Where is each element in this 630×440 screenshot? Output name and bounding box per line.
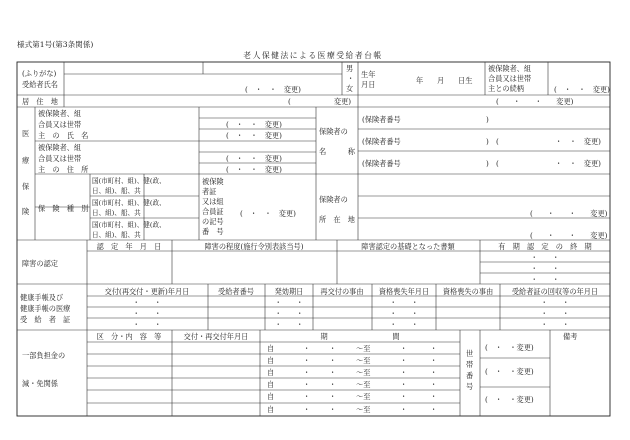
disability-period-dots-1: ・ ・: [530, 253, 560, 262]
insurer-address-field[interactable]: [360, 176, 608, 238]
form-number-label: 様式第1号(第3条関係): [17, 40, 94, 49]
disability-period-dots-2: ・ ・: [530, 264, 560, 273]
copay-dot-2d: ・: [430, 356, 438, 365]
insurance-type-option-2b: 日、組)、船、共: [92, 209, 141, 217]
insurer-address-change-2: ( ・ ・ 変更): [530, 231, 608, 240]
notebook-dots-r2-c7: ・ ・: [540, 309, 570, 318]
copay-from-4: 自: [267, 380, 275, 389]
holder-name-label-3: 主 の 氏 名: [38, 131, 89, 140]
notebook-dots-r3-c7: ・ ・: [540, 320, 570, 329]
copay-to-4: 〜至: [356, 380, 371, 389]
insurer-address-change-1: ( ・ ・ 変更): [530, 209, 608, 218]
sex-female: 女: [346, 84, 354, 93]
notebook-dots-r3-c5: ・ ・: [389, 320, 419, 329]
notebook-dots-r3-c1: ・ ・: [132, 320, 162, 329]
insurer-address-label-2: 所 在 地: [319, 215, 355, 224]
copay-dot-6a: ・: [303, 405, 311, 414]
household-change-1: ( ・ ・変更): [485, 343, 534, 352]
relation-change-stub: ( ・ ・ 変更): [554, 85, 610, 94]
card-label-1: 被保険: [202, 177, 224, 186]
notebook-dots-r1-c5: ・ ・: [389, 298, 419, 307]
notebook-dots-r1-c7: ・ ・: [540, 298, 570, 307]
remarks-field[interactable]: [552, 343, 608, 414]
card-number-field[interactable]: [232, 176, 314, 238]
insurance-type-option-1b: 日、組)、船、共: [92, 187, 141, 195]
notebook-dots-r1-c3: ・ ・: [274, 298, 304, 307]
card-label-5: の記号: [202, 217, 224, 226]
insurer-number-1-close: ): [486, 115, 489, 124]
insurance-char-2: 療: [22, 156, 30, 165]
relation-label-3: 主との続柄: [488, 84, 524, 93]
copay-dot-5a: ・: [303, 392, 311, 401]
card-label-3: 又は組: [202, 197, 224, 206]
insurance-char-4: 険: [22, 207, 30, 216]
notebook-dots-r1-c1: ・ ・: [132, 298, 162, 307]
insurance-type-option-3a: 国(市町村、組)、健(政、: [92, 221, 166, 229]
notebook-col-reason: 資格喪失の事由: [442, 287, 494, 296]
insurer-number-2-open: ) (: [486, 137, 499, 146]
insurer-number-1: (保険者番号: [362, 115, 401, 124]
birth-label-1: 生年: [361, 70, 376, 79]
notebook-col-return: 受給者証の回収等の年月日: [511, 287, 599, 296]
copay-from-2: 自: [267, 356, 275, 365]
disability-label: 障害の認定: [22, 259, 58, 268]
birth-day: 日生: [458, 76, 473, 85]
holder-address-label-3: 主 の 住 所: [38, 165, 89, 174]
notebook-label-2: 健康手帳の医療: [20, 304, 71, 313]
insurance-char-3: 保: [22, 182, 30, 191]
copay-dot-6b: ・: [329, 405, 337, 414]
copay-dot-2b: ・: [329, 356, 337, 365]
copay-to-2: 〜至: [356, 356, 371, 365]
household-change-2: ( ・ ・変更): [485, 367, 534, 376]
copay-dot-6d: ・: [430, 405, 438, 414]
copay-dot-1c: ・: [400, 344, 408, 353]
notebook-label-1: 健康手帳及び: [20, 293, 64, 302]
copay-to-3: 〜至: [356, 368, 371, 377]
insurance-type-option-1a: 国(市町村、組)、健(政、: [92, 177, 166, 185]
insurer-address-label-1: 保険者の: [319, 195, 348, 204]
holder-address-field[interactable]: [92, 142, 197, 173]
copay-dot-1b: ・: [329, 344, 337, 353]
holder-name-change-1: ( ・ ・ 変更): [226, 120, 282, 129]
copay-dot-2a: ・: [303, 356, 311, 365]
notebook-dots-r3-c3: ・ ・: [274, 320, 304, 329]
relation-label-1: 被保険者、組: [488, 64, 532, 73]
notebook-col-issue: 交付(再交付・更新)年月日: [104, 287, 190, 296]
copay-dot-5d: ・: [430, 392, 438, 401]
insurer-number-2: (保険者番号: [362, 137, 401, 146]
copay-to-1: 〜至: [356, 344, 371, 353]
insurance-type-option-2a: 国(市町村、組)、健(政、: [92, 199, 166, 207]
notebook-col-lost: 資格喪失年月日: [378, 287, 430, 296]
notebook-dots-r2-c1: ・ ・: [132, 309, 162, 318]
disability-col-basis: 障害認定の基礎となった書類: [361, 242, 455, 251]
copay-dot-5b: ・: [329, 392, 337, 401]
residence-change-mid: ( 変更): [288, 97, 352, 106]
notebook-col-number: 受給者番号: [218, 287, 254, 296]
copay-col-period: 期 間: [320, 332, 400, 341]
insurer-number-2-change: ・ ・ 変更): [555, 137, 601, 146]
copay-dot-3d: ・: [430, 368, 438, 377]
disability-col-date: 認 定 年 月 日: [96, 242, 162, 251]
notebook-col-effective: 発効期日: [274, 287, 304, 296]
household-char-2: 帯: [466, 360, 474, 369]
disability-col-period: 有 期 認 定 の 終 期: [498, 242, 592, 251]
copay-to-6: 〜至: [356, 405, 371, 414]
insurer-number-3: (保険者番号: [362, 159, 401, 168]
birth-year: 年: [416, 76, 424, 85]
household-char-3: 番: [466, 371, 474, 380]
notebook-label-3: 受 給 者 証: [20, 315, 71, 324]
holder-name-change-2: ( ・ ・ 変更): [226, 131, 282, 140]
copay-dot-3b: ・: [329, 368, 337, 377]
notebook-dots-r2-c3: ・ ・: [274, 309, 304, 318]
relation-label-2: 合員又は世帯: [488, 74, 532, 83]
copay-to-5: 〜至: [356, 392, 371, 401]
insurer-name-label-2: 名 称: [319, 147, 355, 156]
copay-col-kind: 区 分・内 容 等: [96, 332, 162, 341]
recipient-name-label: 受給者氏名: [22, 80, 58, 89]
copay-from-1: 自: [267, 344, 275, 353]
card-label-2: 者証: [202, 187, 217, 196]
holder-name-label-1: 被保険者、組: [38, 109, 82, 118]
copay-dot-1a: ・: [303, 344, 311, 353]
copay-dot-4c: ・: [400, 380, 408, 389]
copay-label-1: 一部負担金の: [22, 351, 66, 360]
copay-dot-1d: ・: [430, 344, 438, 353]
copay-col-issue: 交付・再交付年月日: [183, 332, 249, 341]
holder-address-label-2: 合員又は世帯: [38, 154, 82, 163]
insurer-name-label-1: 保険者の: [319, 127, 348, 136]
card-number-change: ( ・ ・ 変更): [240, 209, 296, 218]
copay-from-3: 自: [267, 368, 275, 377]
copay-dot-6c: ・: [400, 405, 408, 414]
holder-address-change-1: ( ・ ・ 変更): [226, 154, 282, 163]
copay-from-6: 自: [267, 405, 275, 414]
copay-dot-2c: ・: [400, 356, 408, 365]
holder-address-label-1: 被保険者、組: [38, 143, 82, 152]
birth-month: 月: [437, 76, 445, 85]
card-label-4: 合員証: [202, 207, 224, 216]
copay-dot-5c: ・: [400, 392, 408, 401]
household-char-4: 号: [466, 382, 474, 391]
insurer-number-3-change: ・ ・ 変更): [555, 159, 601, 168]
residence-change-right: ( ・ ・ 変更): [496, 97, 574, 106]
insurance-type-option-3b: 日、組)、船、共: [92, 231, 141, 239]
sex-separator: ・: [347, 74, 355, 83]
insurance-type-label: 保 険 種 別: [38, 204, 89, 213]
notebook-col-reissue: 再交付の事由: [320, 287, 364, 296]
copay-from-5: 自: [267, 392, 275, 401]
copay-label-2: 減・免関係: [22, 379, 58, 388]
copay-dot-3a: ・: [303, 368, 311, 377]
holder-name-field[interactable]: [92, 108, 197, 140]
furigana-label: (ふりがな): [22, 69, 57, 78]
holder-name-label-2: 合員又は世帯: [38, 120, 82, 129]
household-char-1: 世: [466, 349, 474, 358]
sex-male: 男: [346, 64, 354, 73]
remarks-label: 備考: [563, 332, 578, 341]
residence-label: 居 住 地: [22, 97, 58, 106]
copay-dot-3c: ・: [400, 368, 408, 377]
birth-label-2: 月日: [361, 80, 376, 89]
copay-dot-4d: ・: [430, 380, 438, 389]
disability-period-dots-3: ・ ・: [530, 275, 560, 284]
copay-dot-4a: ・: [303, 380, 311, 389]
form-title: 老人保健法による医療受給者台帳: [243, 51, 383, 60]
notebook-dots-r2-c5: ・ ・: [389, 309, 419, 318]
insurance-char-1: 医: [22, 129, 30, 138]
holder-address-change-2: ( ・ ・ 変更): [226, 165, 282, 174]
card-label-6: 番 号: [202, 227, 224, 236]
household-change-3: ( ・ ・変更): [485, 395, 534, 404]
name-change-stub: ( ・ ・ 変更): [245, 85, 301, 94]
copay-dot-4b: ・: [329, 380, 337, 389]
disability-col-degree: 障害の程度(施行令別表該当号): [204, 242, 304, 251]
insurer-number-3-open: ) (: [486, 159, 499, 168]
